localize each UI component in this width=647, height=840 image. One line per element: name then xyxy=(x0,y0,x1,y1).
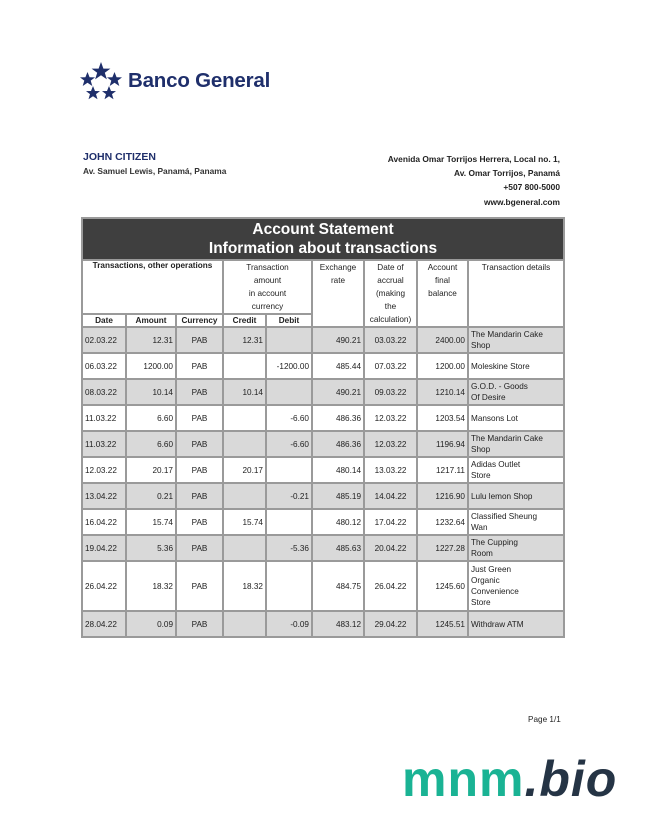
cell-rate: 485.19 xyxy=(312,483,364,509)
cell-amount: 1200.00 xyxy=(126,353,176,379)
cell-date: 12.03.22 xyxy=(82,457,126,483)
cell-balance: 1200.00 xyxy=(417,353,468,379)
transactions-table xyxy=(81,217,565,638)
cell-balance: 2400.00 xyxy=(417,327,468,353)
cell-balance: 1227.28 xyxy=(417,535,468,561)
table-row xyxy=(82,379,564,405)
cell-details: Classified Sheung Wan xyxy=(468,509,564,535)
header-account-final-balance: Account final balance xyxy=(417,260,468,327)
cell-details: The Cupping Room xyxy=(468,535,564,561)
cell-rate: 486.36 xyxy=(312,405,364,431)
cell-debit: -0.09 xyxy=(266,611,312,637)
cell-accrual: 29.04.22 xyxy=(364,611,417,637)
stars-logo-icon xyxy=(80,61,122,101)
table-row xyxy=(82,405,564,431)
cell-amount: 0.09 xyxy=(126,611,176,637)
cell-credit xyxy=(223,431,266,457)
table-row xyxy=(82,353,564,379)
cell-currency: PAB xyxy=(176,457,223,483)
client-block xyxy=(83,151,226,176)
cell-currency: PAB xyxy=(176,353,223,379)
table-row xyxy=(82,327,564,353)
cell-currency: PAB xyxy=(176,327,223,353)
cell-accrual: 03.03.22 xyxy=(364,327,417,353)
header-exchange-rate: Exchange rate xyxy=(312,260,364,327)
cell-debit: -0.21 xyxy=(266,483,312,509)
table-row xyxy=(82,483,564,509)
cell-debit: -1200.00 xyxy=(266,353,312,379)
cell-details: Withdraw ATM xyxy=(468,611,564,637)
cell-amount: 12.31 xyxy=(126,327,176,353)
cell-date: 11.03.22 xyxy=(82,431,126,457)
cell-rate: 485.63 xyxy=(312,535,364,561)
cell-debit xyxy=(266,457,312,483)
statement-banner xyxy=(82,218,564,260)
cell-rate: 480.14 xyxy=(312,457,364,483)
cell-credit xyxy=(223,405,266,431)
cell-balance: 1245.60 xyxy=(417,561,468,611)
bank-logo xyxy=(80,61,270,101)
cell-date: 28.04.22 xyxy=(82,611,126,637)
header-amount: Amount xyxy=(126,314,176,327)
cell-debit: -6.60 xyxy=(266,431,312,457)
cell-credit xyxy=(223,483,266,509)
cell-credit xyxy=(223,353,266,379)
cell-accrual: 12.03.22 xyxy=(364,431,417,457)
header-date: Date xyxy=(82,314,126,327)
cell-amount: 20.17 xyxy=(126,457,176,483)
cell-accrual: 07.03.22 xyxy=(364,353,417,379)
cell-date: 19.04.22 xyxy=(82,535,126,561)
header-transaction-details: Transaction details xyxy=(468,260,564,327)
cell-currency: PAB xyxy=(176,509,223,535)
header-credit: Credit xyxy=(223,314,266,327)
cell-credit: 18.32 xyxy=(223,561,266,611)
watermark-part-b: .bio xyxy=(524,751,618,807)
page-number: Page 1/1 xyxy=(528,715,561,724)
cell-credit: 10.14 xyxy=(223,379,266,405)
bank-address-line2: Av. Omar Torrijos, Panamá xyxy=(454,168,560,179)
cell-debit xyxy=(266,327,312,353)
cell-credit xyxy=(223,611,266,637)
table-row xyxy=(82,509,564,535)
cell-currency: PAB xyxy=(176,379,223,405)
cell-debit xyxy=(266,509,312,535)
bank-website[interactable]: www.bgeneral.com xyxy=(483,196,560,207)
header-currency: Currency xyxy=(176,314,223,327)
cell-credit: 15.74 xyxy=(223,509,266,535)
cell-details: Adidas Outlet Store xyxy=(468,457,564,483)
cell-rate: 484.75 xyxy=(312,561,364,611)
cell-details: G.O.D. - Goods Of Desire xyxy=(468,379,564,405)
cell-details: Mansons Lot xyxy=(468,405,564,431)
cell-rate: 490.21 xyxy=(312,379,364,405)
cell-accrual: 12.03.22 xyxy=(364,405,417,431)
cell-date: 06.03.22 xyxy=(82,353,126,379)
cell-currency: PAB xyxy=(176,483,223,509)
cell-date: 11.03.22 xyxy=(82,405,126,431)
cell-currency: PAB xyxy=(176,405,223,431)
cell-accrual: 13.03.22 xyxy=(364,457,417,483)
cell-rate: 480.12 xyxy=(312,509,364,535)
cell-accrual: 20.04.22 xyxy=(364,535,417,561)
cell-details: Moleskine Store xyxy=(468,353,564,379)
cell-credit: 12.31 xyxy=(223,327,266,353)
header-debit: Debit xyxy=(266,314,312,327)
cell-currency: PAB xyxy=(176,431,223,457)
statement-subtitle: Information about transactions xyxy=(208,240,438,257)
cell-rate: 485.44 xyxy=(312,353,364,379)
cell-debit: -6.60 xyxy=(266,405,312,431)
cell-amount: 0.21 xyxy=(126,483,176,509)
cell-accrual: 09.03.22 xyxy=(364,379,417,405)
cell-balance: 1196.94 xyxy=(417,431,468,457)
cell-currency: PAB xyxy=(176,535,223,561)
cell-balance: 1245.51 xyxy=(417,611,468,637)
watermark-logo xyxy=(402,750,617,808)
cell-credit: 20.17 xyxy=(223,457,266,483)
cell-accrual: 26.04.22 xyxy=(364,561,417,611)
table-row xyxy=(82,611,564,637)
table-row xyxy=(82,457,564,483)
cell-currency: PAB xyxy=(176,611,223,637)
bank-name: Banco General xyxy=(128,69,271,92)
header-transaction-amount: Transaction amount in account currency xyxy=(223,260,312,314)
cell-date: 02.03.22 xyxy=(82,327,126,353)
cell-rate: 486.36 xyxy=(312,431,364,457)
cell-amount: 18.32 xyxy=(126,561,176,611)
cell-debit xyxy=(266,379,312,405)
cell-balance: 1210.14 xyxy=(417,379,468,405)
cell-date: 16.04.22 xyxy=(82,509,126,535)
cell-details: Lulu lemon Shop xyxy=(468,483,564,509)
cell-date: 13.04.22 xyxy=(82,483,126,509)
cell-credit xyxy=(223,535,266,561)
cell-debit xyxy=(266,561,312,611)
statement-title: Account Statement xyxy=(252,221,394,238)
cell-debit: -5.36 xyxy=(266,535,312,561)
table-row xyxy=(82,431,564,457)
cell-amount: 5.36 xyxy=(126,535,176,561)
cell-accrual: 14.04.22 xyxy=(364,483,417,509)
cell-date: 08.03.22 xyxy=(82,379,126,405)
header-date-of-accrual: Date of accrual (making the calculation) xyxy=(364,260,417,327)
cell-rate: 483.12 xyxy=(312,611,364,637)
table-row xyxy=(82,561,564,611)
table-row xyxy=(82,535,564,561)
cell-date: 26.04.22 xyxy=(82,561,126,611)
bank-address-line1: Avenida Omar Torrijos Herrera, Local no. 1, xyxy=(387,154,560,164)
cell-balance: 1217.11 xyxy=(417,457,468,483)
cell-rate: 490.21 xyxy=(312,327,364,353)
bank-contact-block xyxy=(388,152,560,209)
client-name: JOHN CITIZEN xyxy=(83,151,156,163)
cell-details: The Mandarin Cake Shop xyxy=(468,431,564,457)
watermark-part-a: mnm xyxy=(402,751,525,807)
cell-balance: 1232.64 xyxy=(417,509,468,535)
cell-currency: PAB xyxy=(176,561,223,611)
cell-amount: 15.74 xyxy=(126,509,176,535)
cell-details: Just Green Organic Convenience Store xyxy=(468,561,564,611)
client-address: Av. Samuel Lewis, Panamá, Panama xyxy=(83,166,227,176)
cell-details: The Mandarin Cake Shop xyxy=(468,327,564,353)
cell-amount: 10.14 xyxy=(126,379,176,405)
header-transactions-group: Transactions, other operations xyxy=(82,260,223,314)
cell-balance: 1216.90 xyxy=(417,483,468,509)
bank-phone: +507 800-5000 xyxy=(503,182,560,193)
cell-amount: 6.60 xyxy=(126,431,176,457)
cell-balance: 1203.54 xyxy=(417,405,468,431)
cell-accrual: 17.04.22 xyxy=(364,509,417,535)
cell-amount: 6.60 xyxy=(126,405,176,431)
